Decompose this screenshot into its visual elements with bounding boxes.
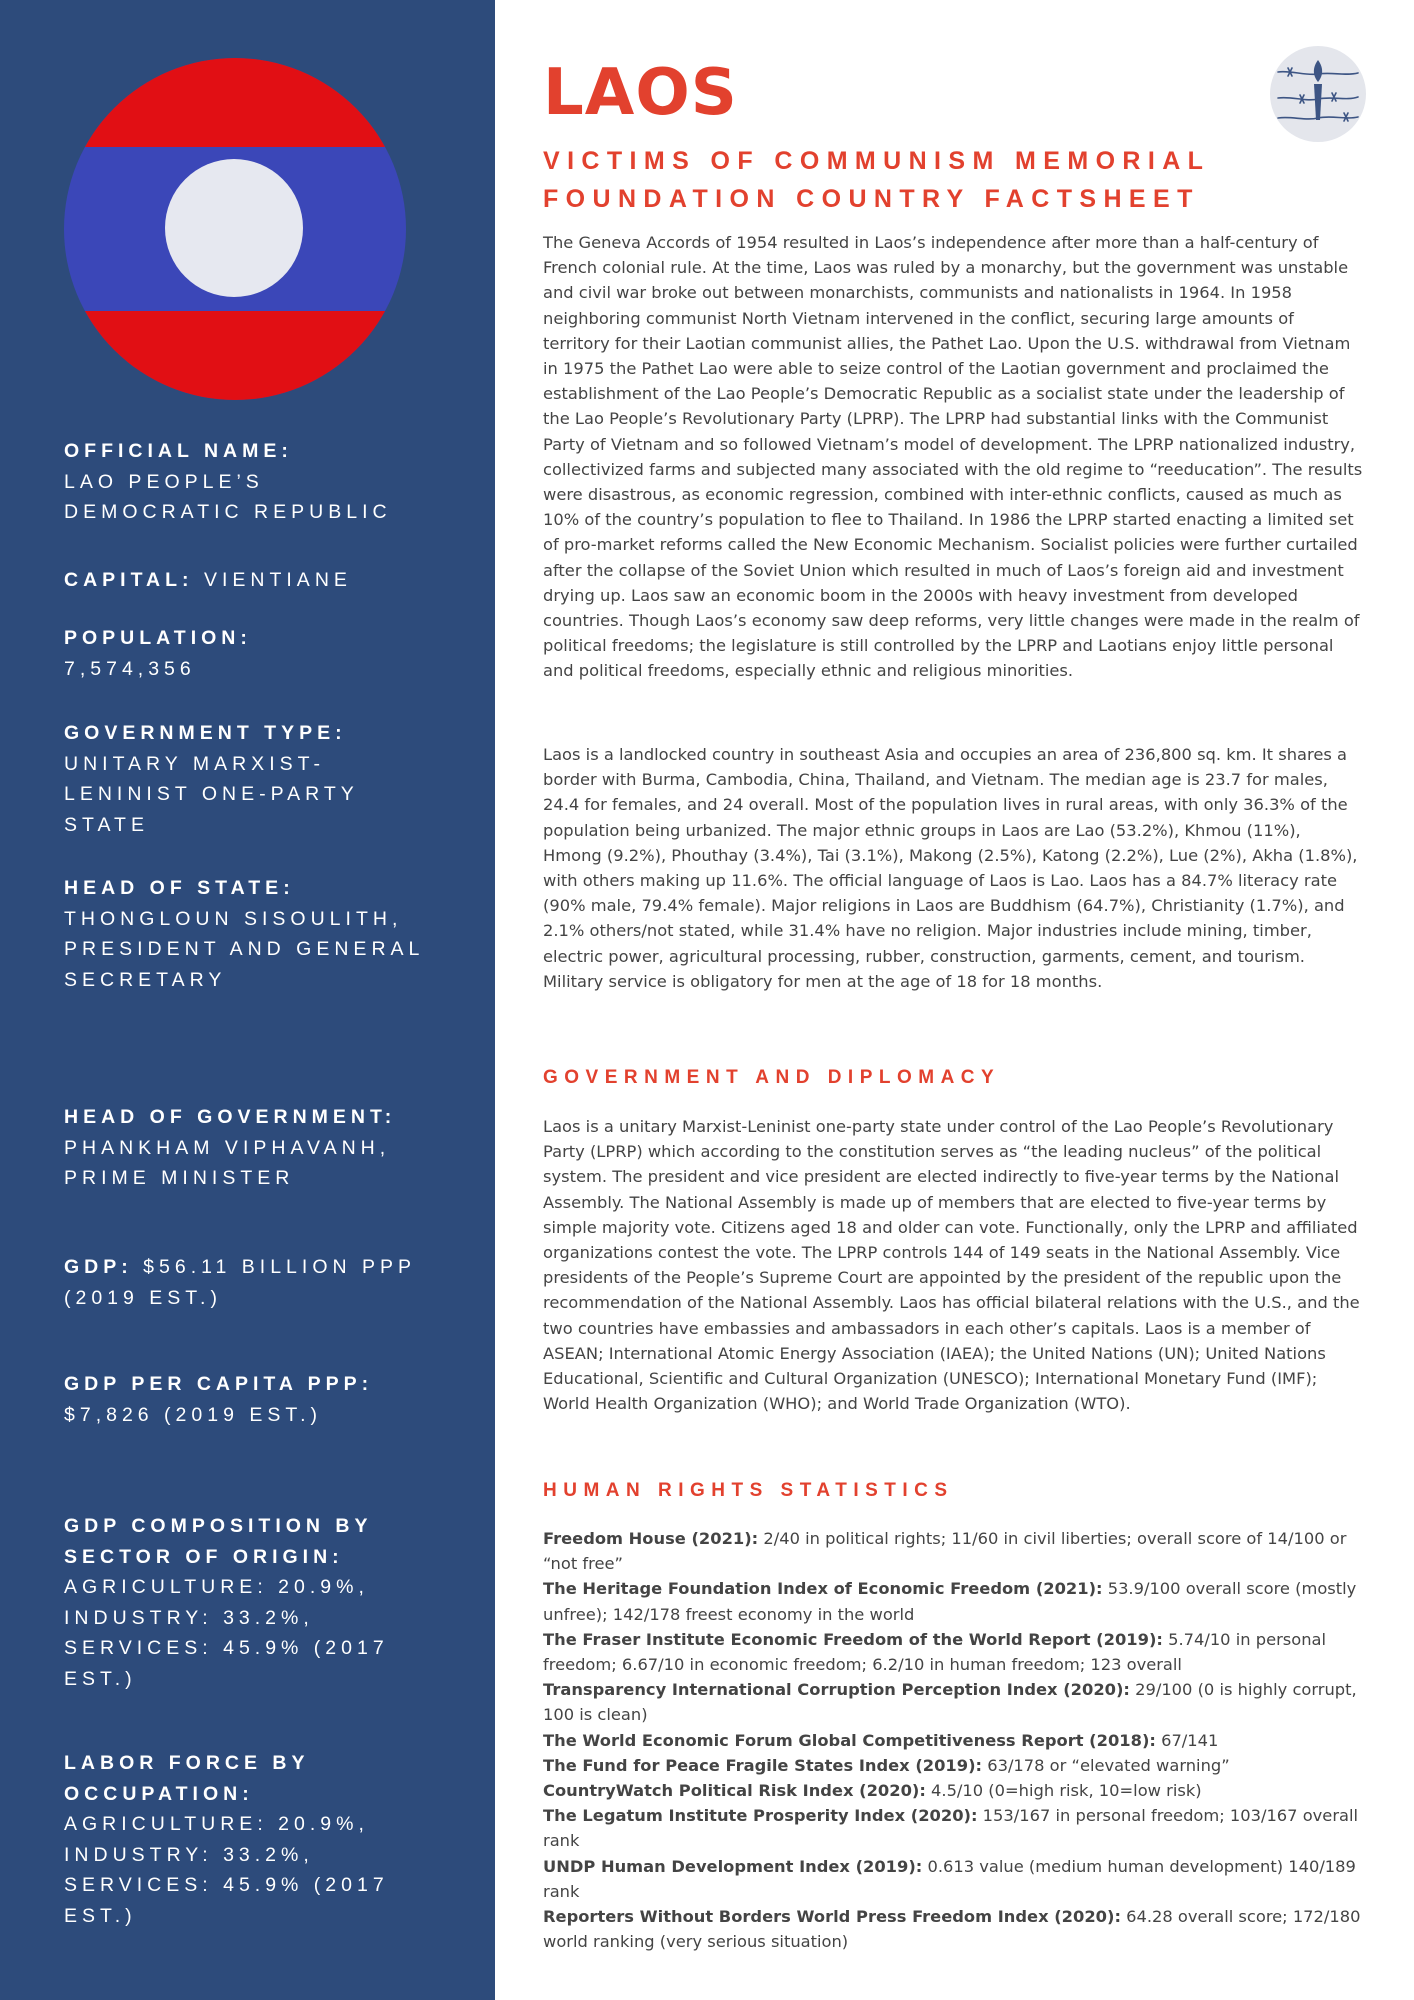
fact-label: HEAD OF GOVERNMENT: — [64, 1106, 397, 1128]
fact-label: OFFICIAL NAME: — [64, 440, 293, 462]
stat-row — [543, 1576, 1363, 1626]
fact-head-of-state — [64, 873, 424, 995]
page-title: LAOS — [543, 56, 738, 130]
stat-row — [543, 1904, 1363, 1954]
stat-text: 4.5/10 (0=high risk, 10=low risk) — [925, 1781, 1202, 1801]
stat-text: 153/167 in personal freedom; 103/167 overall rank — [543, 1806, 1359, 1851]
stat-text: 53.9/100 overall score (mostly unfree); 142/178 freest economy in the world — [543, 1579, 1357, 1624]
stat-row — [543, 1728, 1363, 1753]
flag-red-stripe-bottom — [64, 311, 406, 400]
fact-official-name — [64, 436, 424, 528]
fact-label: GDP: — [64, 1256, 133, 1278]
fact-value: 7,574,356 — [64, 657, 196, 680]
stat-source: The World Economic Forum Global Competitiveness Report (2018): — [543, 1730, 1156, 1750]
section-heading-government: GOVERNMENT AND DIPLOMACY — [543, 1067, 1001, 1088]
fact-gdp — [64, 1252, 424, 1313]
stat-text: 0.613 value (medium human development) 140/189 rank — [543, 1856, 1356, 1901]
fact-value: VIENTIANE — [203, 569, 352, 591]
stat-row — [543, 1627, 1363, 1677]
torch-barbed-wire-logo-icon — [1270, 46, 1366, 142]
stat-source: The Fraser Institute Economic Freedom of the World Report (2019): — [543, 1629, 1163, 1649]
laos-flag-icon — [64, 58, 406, 400]
fact-value: PHANKHAM VIPHAVANH, PRIME MINISTER — [64, 1136, 391, 1189]
government-paragraph: Laos is a unitary Marxist-Leninist one-party state under control of the Lao People’s Revolutionary Party (LPRP) which according to the constitution serves as “the leading nucleus” of the political system. The president and vice president are elected indirectly to five-year terms by the National Assembly. The National Assembly is made up of members that are elected to five-year terms by simple majority vote. Citizens aged 18 and older can vote. Functionally, only the LPRP and affiliated organizations contest the vote. The LPRP controls 144 of 149 seats in the National Assembly. Vice presidents of the People’s Supreme Court are appointed by the president of the republic upon the recommendation of the National Assembly. Laos has official bilateral relations with the U.S., and the two countries have embassies and ambassadors in each other’s capitals. Laos is a member of ASEAN; International Atomic Energy Association (IAEA); the United Nations (UN); United Nations Educational, Scientific and Cultural Organization (UNESCO); International Monetary Fund (IMF); World Health Organization (WHO); and World Trade Organization (WTO). — [543, 1117, 1360, 1414]
stat-row — [543, 1677, 1363, 1727]
fact-label: POPULATION: — [64, 627, 252, 649]
stat-row — [543, 1803, 1363, 1853]
stat-source: UNDP Human Development Index (2019): — [543, 1856, 923, 1876]
stat-source: The Fund for Peace Fragile States Index (2019): — [543, 1755, 983, 1775]
fact-gdp-per-capita — [64, 1369, 424, 1430]
fact-government-type — [64, 718, 424, 840]
fact-label: GOVERNMENT TYPE: — [64, 722, 347, 744]
subtitle-line-1: VICTIMS OF COMMUNISM MEMORIAL — [543, 147, 1211, 175]
section-heading-human-rights: HUMAN RIGHTS STATISTICS — [543, 1480, 954, 1501]
stat-text: 2/40 in political rights; 11/60 in civil liberties; overall score of 14/100 or “not free” — [543, 1529, 1347, 1574]
stat-text: 5.74/10 in personal freedom; 6.67/10 in economic freedom; 6.2/10 in human freedom; 123 overall — [543, 1629, 1327, 1675]
stat-row — [543, 1778, 1363, 1803]
stat-text: 64.28 overall score; 172/180 world ranking (very serious situation) — [543, 1907, 1361, 1952]
fact-population — [64, 623, 424, 684]
fact-value: LAO PEOPLE’S DEMOCRATIC REPUBLIC — [64, 470, 392, 523]
fact-label: GDP PER CAPITA PPP: — [64, 1373, 374, 1395]
stat-source: The Legatum Institute Prosperity Index (2020): — [543, 1806, 978, 1826]
fact-value: $56.11 BILLION PPP (2019 EST.) — [64, 1256, 416, 1309]
stat-row — [543, 1854, 1363, 1904]
sidebar — [0, 0, 495, 2000]
geography-paragraph: Laos is a landlocked country in southeast Asia and occupies an area of 236,800 sq. km. It shares a border with Burma, Cambodia, China, Thailand, and Vietnam. The median age is 23.7 for males, 24.4 for females, and 24 overall. Most of the population lives in rural areas, with only 36.3% of the population being urbanized. The major ethnic groups in Laos are Lao (53.2%), Khmou (11%), Hmong (9.2%), Phouthay (3.4%), Tai (3.1%), Makong (2.5%), Katong (2.2%), Lue (2%), Akha (1.8%), with others making up 11.6%. The official language of Laos is Lao. Laos has a 84.7% literacy rate (90% male, 79.4% female). Major religions in Laos are Buddhism (64.7%), Christianity (1.7%), and 2.1% others/not stated, while 31.4% have no religion. Major industries include mining, timber, electric power, agricultural processing, rubber, construction, garments, cement, and tourism. Military service is obligatory for men at the age of 18 for 18 months. — [543, 745, 1358, 991]
stat-text: 67/141 — [1155, 1730, 1219, 1750]
stat-source: CountryWatch Political Risk Index (2020): — [543, 1781, 926, 1801]
fact-value: THONGLOUN SISOULITH, PRESIDENT AND GENERAL SECRETARY — [64, 907, 424, 991]
stat-source: Freedom House (2021): — [543, 1529, 759, 1548]
stat-source: The Heritage Foundation Index of Economic Freedom (2021): — [543, 1579, 1103, 1599]
flag-red-stripe-top — [64, 58, 406, 147]
fact-value: AGRICULTURE: 20.9%, INDUSTRY: 33.2%, SERVICES: 45.9% (2017 EST.) — [64, 1576, 389, 1690]
subtitle-line-2: FOUNDATION COUNTRY FACTSHEET — [543, 185, 1200, 213]
stat-text: 29/100 (0 is highly corrupt, 100 is clean) — [543, 1680, 1357, 1725]
flag-white-disc — [165, 159, 303, 297]
fact-labor-force — [64, 1748, 424, 1931]
fact-value: $7,826 (2019 EST.) — [64, 1403, 323, 1426]
history-paragraph: The Geneva Accords of 1954 resulted in Laos’s independence after more than a half-century of French colonial rule. At the time, Laos was ruled by a monarchy, but the government was unstable and civil war broke out between monarchists, communists and nationalists in 1964. In 1958 neighboring communist North Vietnam intervened in the conflict, securing large amounts of territory for their Laotian communist allies, the Pathet Lao. Upon the U.S. withdrawal from Vietnam in 1975 the Pathet Lao were able to seize control of the Laotian government and proclaimed the establishment of the Lao People’s Democratic Republic as a socialist state under the leadership of the Lao People’s Revolutionary Party (LPRP). The LPRP had substantial links with the Communist Party of Vietnam and so followed Vietnam’s model of development. The LPRP nationalized industry, collectivized farms and subjected many associated with the old regime to “reeducation”. The results were disastrous, as economic regression, combined with inter-ethnic conflicts, caused as much as 10% of the country’s population to flee to Thailand. In 1986 the LPRP started enacting a limited set of pro-market reforms called the New Economic Mechanism. Socialist policies were further curtailed after the collapse of the Soviet Union which resulted in much of Laos’s foreign aid and investment drying up. Laos saw an economic boom in the 2000s with heavy investment from developed countries. Though Laos’s economy saw deep reforms, very little changes were made in the realm of political freedoms; the legislature is still controlled by the LPRP and Laotians enjoy little personal and political freedoms, especially ethnic and religious minorities. — [543, 233, 1363, 681]
human-rights-stats-list — [543, 1526, 1363, 1954]
fact-label: GDP COMPOSITION BY SECTOR OF ORIGIN: — [64, 1515, 373, 1568]
fact-gdp-composition — [64, 1511, 424, 1694]
stat-source: Reporters Without Borders World Press Freedom Index (2020): — [543, 1907, 1121, 1927]
stat-row — [543, 1753, 1363, 1778]
page-subtitle — [543, 142, 1303, 218]
stat-text: 63/178 or “elevated warning” — [982, 1755, 1230, 1775]
fact-head-of-government — [64, 1102, 424, 1194]
fact-capital — [64, 565, 424, 596]
fact-label: LABOR FORCE BY OCCUPATION: — [64, 1752, 310, 1805]
fact-label: CAPITAL: — [64, 569, 194, 591]
stat-source: Transparency International Corruption Perception Index (2020): — [543, 1680, 1130, 1700]
stat-row — [543, 1526, 1363, 1576]
fact-label: HEAD OF STATE: — [64, 877, 295, 899]
fact-value: UNITARY MARXIST-LENINIST ONE-PARTY STATE — [64, 752, 359, 836]
fact-value: AGRICULTURE: 20.9%, INDUSTRY: 33.2%, SERVICES: 45.9% (2017 EST.) — [64, 1813, 389, 1927]
